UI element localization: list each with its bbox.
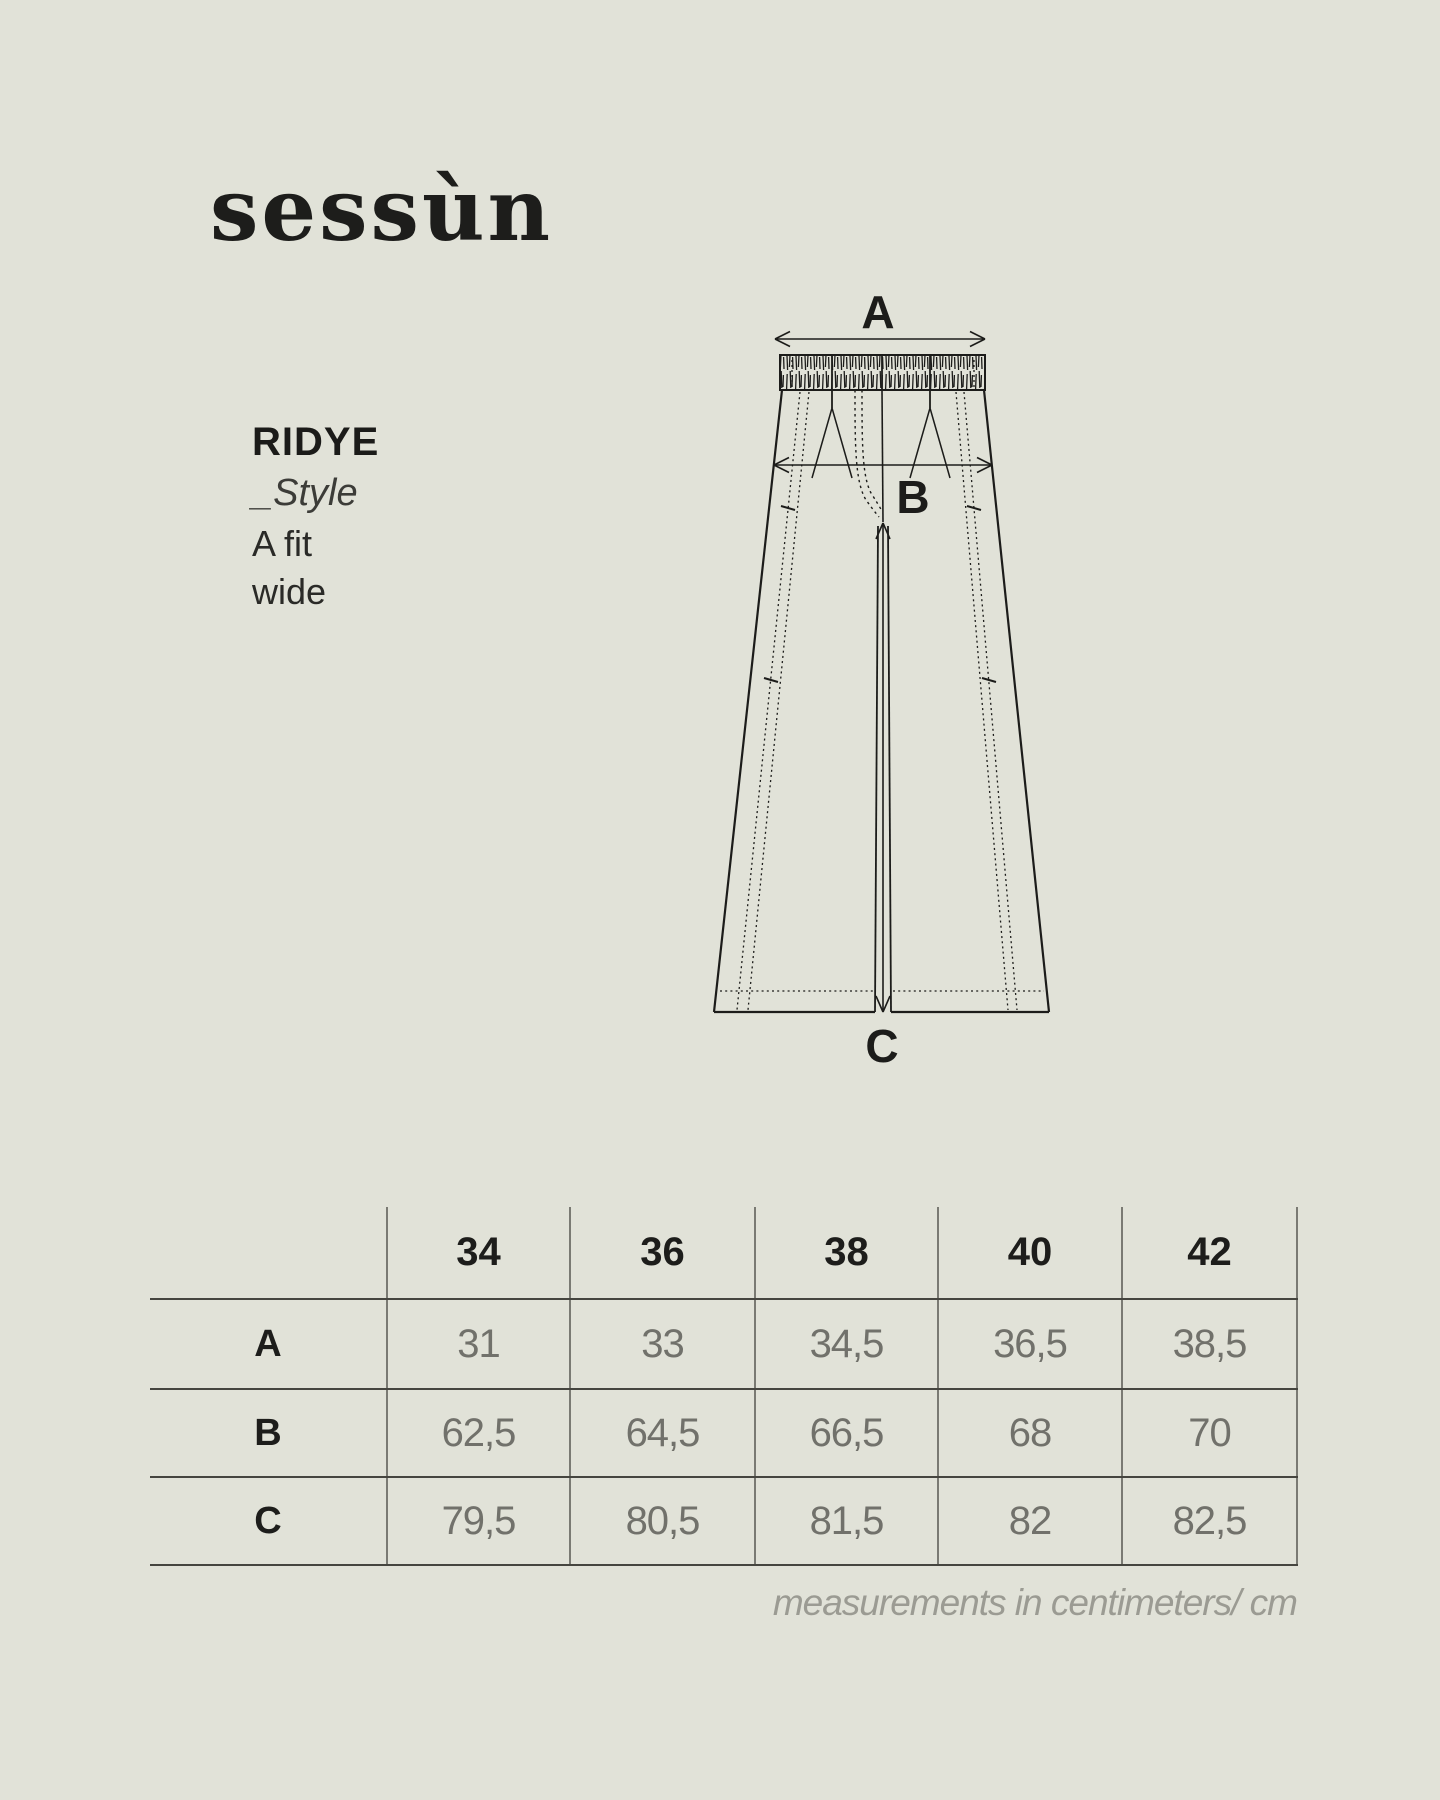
table-corner-cell	[150, 1207, 387, 1299]
product-style-label: _Style	[252, 472, 358, 514]
product-fit-line-1: A fit	[252, 522, 313, 564]
row-label-c: C	[150, 1477, 387, 1565]
table-row	[150, 1299, 1297, 1389]
value-b-42: 70	[1122, 1389, 1297, 1477]
product-name: RIDYE	[252, 420, 380, 464]
value-c-40: 82	[938, 1477, 1122, 1565]
measure-label-b: B	[896, 471, 930, 523]
size-column-header-40: 40	[938, 1207, 1122, 1299]
size-column-header-38: 38	[755, 1207, 938, 1299]
table-row	[150, 1477, 1297, 1565]
front-darts	[812, 408, 950, 478]
value-a-40: 36,5	[938, 1299, 1122, 1389]
value-b-40: 68	[938, 1389, 1122, 1477]
measure-label-c: C	[865, 1020, 899, 1072]
row-label-b: B	[150, 1389, 387, 1477]
value-a-42: 38,5	[1122, 1299, 1297, 1389]
size-table-header-row	[150, 1207, 1297, 1299]
center-front-line	[882, 390, 883, 522]
seam-notches	[764, 506, 996, 682]
size-column-header-36: 36	[570, 1207, 755, 1299]
garment-technical-drawing	[560, 250, 1200, 1080]
size-table	[150, 1207, 1298, 1566]
value-c-38: 81,5	[755, 1477, 938, 1565]
value-c-36: 80,5	[570, 1477, 755, 1565]
product-fit-line-2: wide	[252, 571, 327, 613]
value-a-38: 34,5	[755, 1299, 938, 1389]
brand-logo: sessùn	[210, 160, 554, 261]
size-column-header-34: 34	[387, 1207, 570, 1299]
fly-stitch-line	[855, 390, 882, 517]
value-b-34: 62,5	[387, 1389, 570, 1477]
measure-label-a: A	[861, 286, 895, 338]
table-row	[150, 1389, 1297, 1477]
value-b-38: 66,5	[755, 1389, 938, 1477]
value-a-34: 31	[387, 1299, 570, 1389]
product-info	[252, 420, 379, 612]
size-column-header-42: 42	[1122, 1207, 1297, 1299]
row-label-a: A	[150, 1299, 387, 1389]
value-b-36: 64,5	[570, 1389, 755, 1477]
measurements-unit-note: measurements in centimeters/ cm	[772, 1582, 1297, 1623]
value-a-36: 33	[570, 1299, 755, 1389]
side-seams	[714, 390, 1049, 1012]
value-c-34: 79,5	[387, 1477, 570, 1565]
value-c-42: 82,5	[1122, 1477, 1297, 1565]
